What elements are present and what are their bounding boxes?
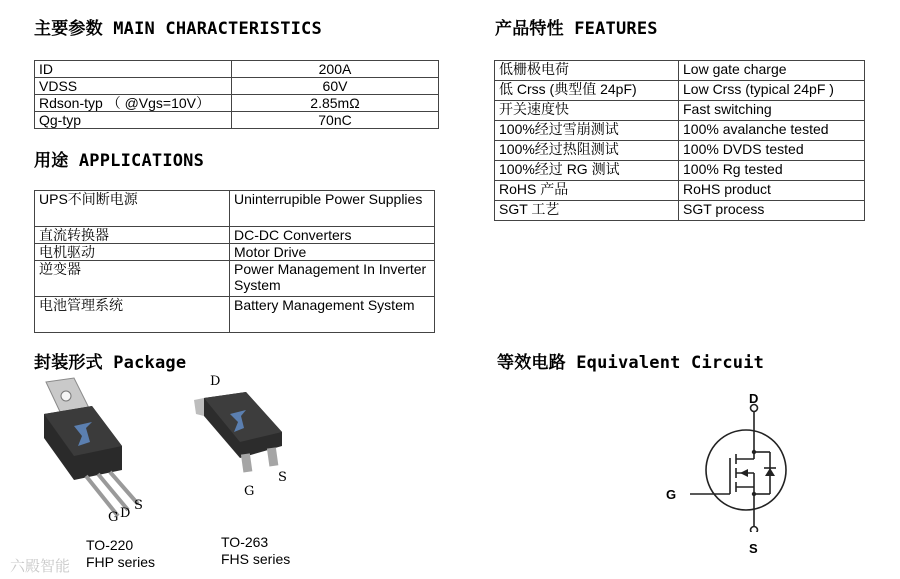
table-row	[35, 78, 439, 95]
main-characteristics-table	[34, 60, 439, 129]
to220-name: TO-220	[86, 537, 134, 553]
table-row	[495, 81, 865, 101]
table-row	[495, 121, 865, 141]
application-cn: 逆变器	[35, 261, 230, 297]
table-row	[495, 161, 865, 181]
table-row	[495, 61, 865, 81]
application-en: Power Management In Inverter System	[230, 261, 435, 297]
table-row	[35, 112, 439, 129]
table-row	[35, 261, 435, 297]
table-row	[35, 297, 435, 333]
feature-en: SGT process	[679, 201, 865, 221]
circuit-gate-label: G	[666, 487, 677, 502]
mosfet-schematic	[690, 402, 800, 532]
applications-table	[34, 190, 435, 333]
feature-en: 100% Rg tested	[679, 161, 865, 181]
to263-name: TO-263	[221, 534, 269, 550]
features-table	[494, 60, 865, 221]
feature-en: Low gate charge	[679, 61, 865, 81]
to263-series: FHS series	[221, 551, 291, 567]
circuit-drain-label: D	[749, 391, 759, 406]
applications-heading: 用途 APPLICATIONS	[34, 151, 205, 171]
equivalent-circuit-heading: 等效电路 Equivalent Circuit	[497, 353, 765, 373]
watermark: 六殿智能	[10, 558, 71, 575]
to263-pin-g: G	[244, 484, 255, 499]
to263-pin-d: D	[210, 374, 221, 389]
value-cell: 70nC	[232, 112, 439, 129]
table-row	[35, 227, 435, 244]
to220-pin-d: D	[120, 506, 131, 521]
feature-en: Low Crss (typical 24pF )	[679, 81, 865, 101]
application-cn: UPS不间断电源	[35, 191, 230, 227]
feature-en: RoHS product	[679, 181, 865, 201]
application-cn: 电池管理系统	[35, 297, 230, 333]
feature-cn: 低 Crss (典型值 24pF)	[495, 81, 679, 101]
table-row	[495, 141, 865, 161]
table-row	[495, 201, 865, 221]
application-en: Uninterrupible Power Supplies	[230, 191, 435, 227]
application-en: Motor Drive	[230, 244, 435, 261]
feature-cn: RoHS 产品	[495, 181, 679, 201]
feature-cn: 100%经过 RG 测试	[495, 161, 679, 181]
param-cell: Rdson-typ （ @Vgs=10V）	[35, 95, 232, 112]
package-heading: 封装形式 Package	[34, 353, 187, 373]
application-en: DC-DC Converters	[230, 227, 435, 244]
application-en: Battery Management System	[230, 297, 435, 333]
feature-en: 100% avalanche tested	[679, 121, 865, 141]
table-row	[495, 181, 865, 201]
feature-cn: 开关速度快	[495, 101, 679, 121]
to220-pin-g: G	[108, 510, 119, 525]
to220-series: FHP series	[86, 554, 155, 570]
table-row	[35, 244, 435, 261]
table-row	[35, 61, 439, 78]
value-cell: 200A	[232, 61, 439, 78]
param-cell: Qg-typ	[35, 112, 232, 129]
application-cn: 直流转换器	[35, 227, 230, 244]
feature-cn: SGT 工艺	[495, 201, 679, 221]
to263-pin-s: S	[278, 470, 287, 485]
circuit-source-label: S	[749, 541, 758, 556]
feature-cn: 低栅极电荷	[495, 61, 679, 81]
value-cell: 2.85mΩ	[232, 95, 439, 112]
feature-cn: 100%经过热阻测试	[495, 141, 679, 161]
feature-en: 100% DVDS tested	[679, 141, 865, 161]
table-row	[495, 101, 865, 121]
application-cn: 电机驱动	[35, 244, 230, 261]
param-cell: ID	[35, 61, 232, 78]
table-row	[35, 191, 435, 227]
feature-en: Fast switching	[679, 101, 865, 121]
value-cell: 60V	[232, 78, 439, 95]
feature-cn: 100%经过雪崩测试	[495, 121, 679, 141]
main-characteristics-heading: 主要参数 MAIN CHARACTERISTICS	[34, 19, 322, 39]
param-cell: VDSS	[35, 78, 232, 95]
table-row	[35, 95, 439, 112]
features-heading: 产品特性 FEATURES	[495, 19, 658, 39]
to220-pin-s: S	[134, 498, 143, 513]
